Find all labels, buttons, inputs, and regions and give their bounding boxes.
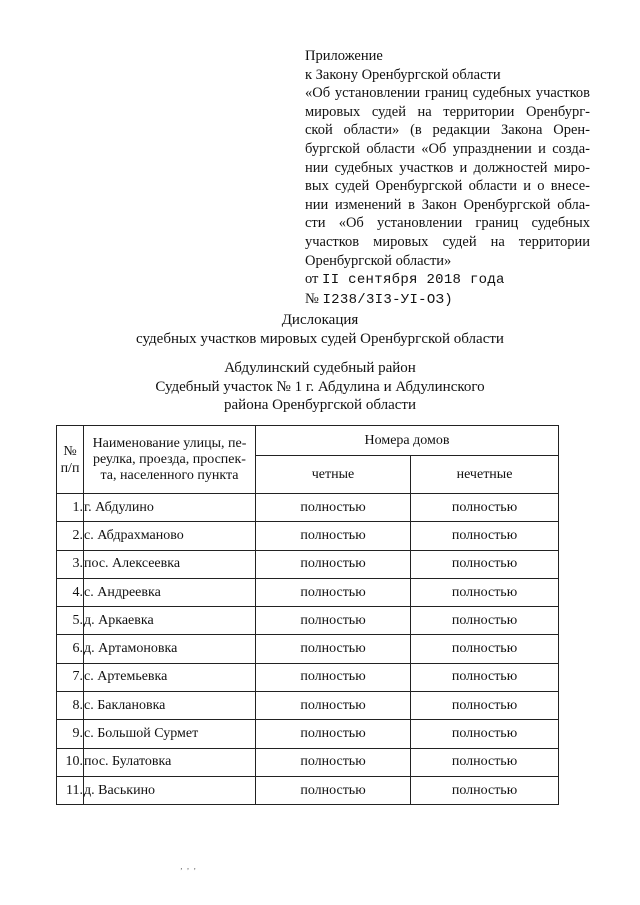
appendix-line: участков мировых судей на территории xyxy=(305,233,590,250)
row-number: 4. xyxy=(57,578,84,606)
appendix-line: бургской области «Об упразднении и созда- xyxy=(305,140,590,157)
row-locality: д. Аркаевка xyxy=(84,607,256,635)
table-row xyxy=(57,663,559,691)
row-number: 2. xyxy=(57,522,84,550)
table-row xyxy=(57,748,559,776)
row-odd: полностью xyxy=(411,720,559,748)
appendix-date xyxy=(305,270,590,290)
header-even: четные xyxy=(256,456,411,494)
table-row xyxy=(57,720,559,748)
row-locality: д. Артамоновка xyxy=(84,635,256,663)
header-houses: Номера домов xyxy=(256,426,559,456)
row-odd: полностью xyxy=(411,776,559,804)
number-value: I238/3I3-УI-ОЗ) xyxy=(322,291,453,308)
row-number: 10. xyxy=(57,748,84,776)
district-line1: Судебный участок № 1 г. Абдулина и Абдулинского xyxy=(155,378,485,395)
row-odd: полностью xyxy=(411,748,559,776)
row-locality: пос. Булатовка xyxy=(84,748,256,776)
number-prefix: № xyxy=(305,290,319,307)
row-odd: полностью xyxy=(411,578,559,606)
table-row xyxy=(57,494,559,522)
header-name xyxy=(84,426,256,494)
document-heading xyxy=(0,311,640,348)
row-number: 9. xyxy=(57,720,84,748)
row-number: 7. xyxy=(57,663,84,691)
row-number: 1. xyxy=(57,494,84,522)
row-even: полностью xyxy=(256,494,411,522)
row-odd: полностью xyxy=(411,663,559,691)
appendix-line: вых судей Оренбургской области и о внесе- xyxy=(305,178,590,195)
row-even: полностью xyxy=(256,607,411,635)
location-table xyxy=(56,425,559,805)
row-even: полностью xyxy=(256,776,411,804)
district-block xyxy=(0,359,640,415)
table-row xyxy=(57,692,559,720)
row-number: 3. xyxy=(57,550,84,578)
row-number: 11. xyxy=(57,776,84,804)
row-locality: д. Васькино xyxy=(84,776,256,804)
row-even: полностью xyxy=(256,550,411,578)
row-number: 5. xyxy=(57,607,84,635)
row-locality: с. Баклановка xyxy=(84,692,256,720)
appendix-line: нии судебных участков и должностей миро- xyxy=(305,159,590,176)
appendix-line: нии изменений в Закон Оренбургской обла- xyxy=(305,196,590,213)
table-row xyxy=(57,635,559,663)
row-number: 8. xyxy=(57,692,84,720)
table-row xyxy=(57,522,559,550)
row-locality: с. Артемьевка xyxy=(84,663,256,691)
row-locality: г. Абдулино xyxy=(84,494,256,522)
appendix-line: «Об установлении границ судебных участков xyxy=(305,85,590,102)
scan-mark: ‚ ‚ ‚ xyxy=(180,862,197,871)
row-locality: с. Андреевка xyxy=(84,578,256,606)
header-number-line1: № xyxy=(63,443,77,459)
appendix-line: мировых судей на территории Оренбург- xyxy=(305,103,590,120)
row-even: полностью xyxy=(256,720,411,748)
date-value: II сентября 2018 года xyxy=(322,272,505,289)
table-row xyxy=(57,578,559,606)
row-even: полностью xyxy=(256,692,411,720)
table-row xyxy=(57,776,559,804)
appendix-line: Оренбургской области» xyxy=(305,252,452,269)
row-even: полностью xyxy=(256,748,411,776)
appendix-number xyxy=(305,290,590,310)
appendix-line: ской области» (в редакции Закона Орен- xyxy=(305,122,590,139)
header-name-line3: та, населенного пункта xyxy=(100,467,239,483)
row-even: полностью xyxy=(256,635,411,663)
row-even: полностью xyxy=(256,578,411,606)
header-name-line1: Наименование улицы, пе- xyxy=(92,435,247,451)
row-odd: полностью xyxy=(411,550,559,578)
row-odd: полностью xyxy=(411,522,559,550)
row-odd: полностью xyxy=(411,494,559,522)
heading-title: Дислокация xyxy=(281,312,359,328)
row-odd: полностью xyxy=(411,635,559,663)
header-name-line2: реулка, проезда, проспек- xyxy=(93,451,246,467)
row-locality: с. Большой Сурмет xyxy=(84,720,256,748)
row-number: 6. xyxy=(57,635,84,663)
appendix-law: к Закону Оренбургской области xyxy=(305,66,501,83)
header-number-line2: п/п xyxy=(60,460,80,476)
appendix-line: сти «Об установлении границ судебных xyxy=(305,215,590,232)
row-odd: полностью xyxy=(411,607,559,635)
row-locality: пос. Алексеевка xyxy=(84,550,256,578)
appendix-block xyxy=(305,47,590,309)
row-even: полностью xyxy=(256,663,411,691)
district-name: Абдулинский судебный район xyxy=(224,360,416,376)
district-line2: района Оренбургской области xyxy=(224,397,416,413)
heading-subtitle: судебных участков мировых судей Оренбургской области xyxy=(136,330,504,347)
header-odd: нечетные xyxy=(411,456,559,494)
table-row xyxy=(57,607,559,635)
row-locality: с. Абдрахманово xyxy=(84,522,256,550)
appendix-title: Приложение xyxy=(305,48,383,64)
header-number xyxy=(57,426,84,494)
date-prefix: от xyxy=(305,271,319,288)
row-odd: полностью xyxy=(411,692,559,720)
row-even: полностью xyxy=(256,522,411,550)
table-row xyxy=(57,550,559,578)
